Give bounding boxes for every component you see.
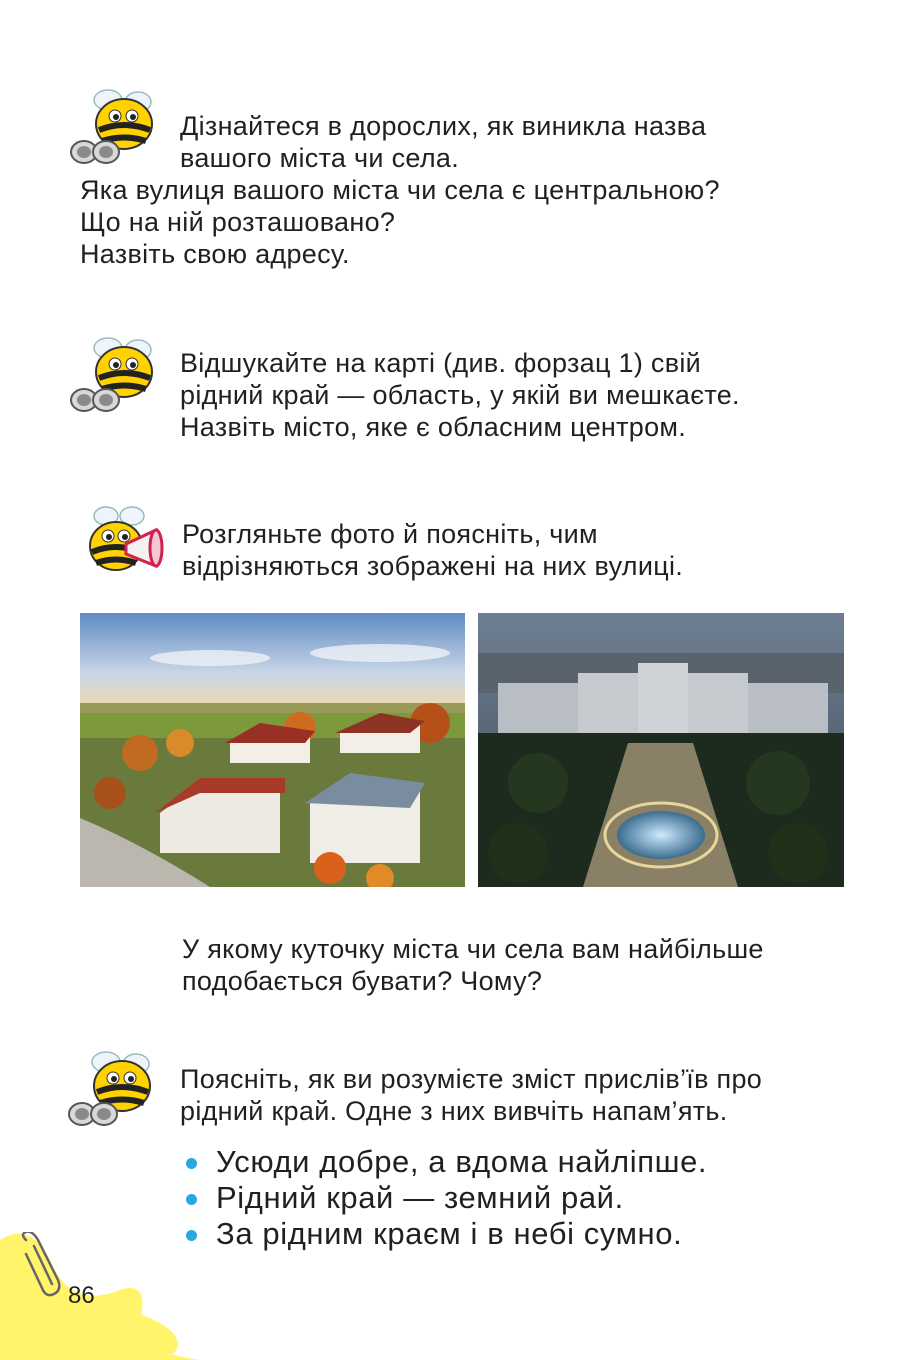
task-5-line: Поясніть, як ви розумієте зміст прислів’їв про — [180, 1064, 763, 1094]
proverb-text: Рідний край — земний рай. — [216, 1180, 624, 1215]
proverb-item — [186, 1144, 707, 1180]
task-3-line: відрізняються зображені на них вулиці. — [182, 551, 684, 581]
task-1-line: Що на ній розташовано? — [80, 207, 396, 237]
proverb-item — [186, 1180, 707, 1216]
bee-binoculars-icon — [66, 1048, 158, 1130]
bee-megaphone-icon — [82, 504, 166, 580]
task-1-line: вашого міста чи села. — [180, 143, 459, 173]
task-1-line: Назвіть свою адресу. — [80, 239, 350, 269]
task-4-line: подобається бувати? Чому? — [182, 966, 543, 996]
proverb-text: Усюди добре, а вдома найліпше. — [216, 1144, 708, 1179]
proverbs-list — [186, 1144, 707, 1252]
task-1-text — [180, 110, 706, 174]
proverb-text: За рідним краєм і в небі сумно. — [216, 1216, 683, 1251]
task-5-text — [180, 1063, 762, 1127]
bullet-icon — [186, 1158, 197, 1169]
city-square-photo — [478, 613, 844, 887]
task-2-line: Назвіть місто, яке є обласним центром. — [180, 412, 687, 442]
page-number: 86 — [68, 1282, 95, 1309]
task-2-line: Відшукайте на карті (див. форзац 1) свій — [180, 348, 702, 378]
task-2-line: рідний край — область, у якій ви мешкаєте. — [180, 380, 740, 410]
task-2-text — [180, 347, 740, 443]
task-1-line: Яка вулиця вашого міста чи села є центральною? — [80, 175, 720, 205]
task-5-line: рідний край. Одне з них вивчіть напам’ять. — [180, 1096, 728, 1126]
task-3-text — [182, 518, 683, 582]
task-1-line: Дізнайтеся в дорослих, як виникла назва — [180, 111, 707, 141]
bee-binoculars-icon — [68, 86, 160, 168]
task-1-questions — [80, 174, 720, 270]
task-3-line: Розгляньте фото й поясніть, чим — [182, 519, 598, 549]
paperclip-icon — [16, 1232, 66, 1302]
bee-binoculars-icon — [68, 334, 160, 416]
task-4-text — [182, 933, 764, 997]
task-4-line: У якому куточку міста чи села вам найбільше — [182, 934, 764, 964]
proverb-item — [186, 1216, 707, 1252]
village-photo — [80, 613, 465, 887]
